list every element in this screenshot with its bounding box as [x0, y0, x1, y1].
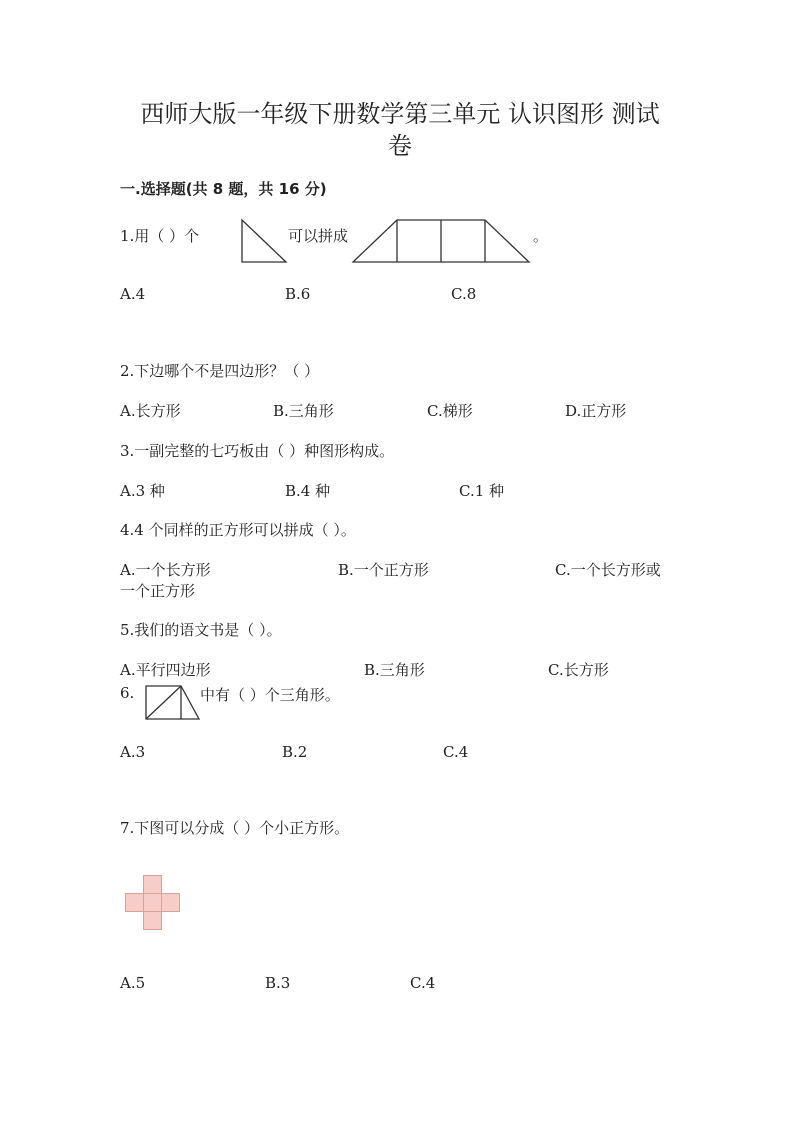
question-2-option-d[interactable]: D.正方形 — [565, 402, 627, 420]
question-2-option-b[interactable]: B.三角形 — [273, 402, 334, 420]
question-2-stem: 2.下边哪个不是四边形？（ ） — [120, 362, 320, 380]
question-5-option-a[interactable]: A.平行四边形 — [120, 661, 211, 679]
trapezoid-figure — [352, 218, 532, 264]
question-1-option-b[interactable]: B.6 — [285, 285, 311, 303]
question-1-option-c[interactable]: C.8 — [451, 285, 477, 303]
question-5-stem: 5.我们的语文书是（ ）。 — [120, 621, 282, 639]
question-4-option-c-continued[interactable]: 一个正方形 — [120, 582, 196, 600]
question-6-stem: 中有（ ）个三角形。 — [200, 686, 340, 704]
question-3-option-c[interactable]: C.1 种 — [459, 482, 505, 500]
right-triangle-figure — [240, 218, 290, 264]
question-6-option-a[interactable]: A.3 — [120, 743, 146, 761]
question-5-option-b[interactable]: B.三角形 — [364, 661, 425, 679]
question-7-option-a[interactable]: A.5 — [120, 974, 146, 992]
question-6-option-c[interactable]: C.4 — [443, 743, 469, 761]
question-1-stem-start: 1.用（ ）个 — [120, 227, 200, 245]
triangles-figure — [145, 685, 200, 721]
cross-squares-figure — [125, 875, 181, 931]
question-4-option-c[interactable]: C.一个长方形或 — [555, 561, 661, 579]
question-2-option-a[interactable]: A.长方形 — [120, 402, 181, 420]
page-title-line-1: 西师大版一年级下册数学第三单元 认识图形 测试 — [140, 100, 660, 128]
section-heading: 一.选择题(共 8 题，共 16 分) — [120, 180, 327, 198]
question-4-stem: 4.4 个同样的正方形可以拼成（ ）。 — [120, 521, 356, 539]
question-7-stem: 7.下图可以分成（ ）个小正方形。 — [120, 819, 350, 837]
question-4-option-b[interactable]: B.一个正方形 — [338, 561, 429, 579]
question-5-option-c[interactable]: C.长方形 — [548, 661, 609, 679]
page-title-line-2: 卷 — [388, 132, 412, 160]
question-4-option-a[interactable]: A.一个长方形 — [120, 561, 211, 579]
question-3-stem: 3.一副完整的七巧板由（ ）种图形构成。 — [120, 442, 395, 460]
question-7-option-c[interactable]: C.4 — [410, 974, 436, 992]
question-6-option-b[interactable]: B.2 — [282, 743, 308, 761]
question-1-option-a[interactable]: A.4 — [120, 285, 146, 303]
question-3-option-b[interactable]: B.4 种 — [285, 482, 331, 500]
question-7-option-b[interactable]: B.3 — [265, 974, 291, 992]
question-1-stem-middle: 可以拼成 — [288, 227, 349, 245]
question-6-number: 6. — [120, 684, 135, 702]
question-2-option-c[interactable]: C.梯形 — [427, 402, 473, 420]
question-1-stem-end: 。 — [533, 227, 549, 245]
question-3-option-a[interactable]: A.3 种 — [120, 482, 165, 500]
